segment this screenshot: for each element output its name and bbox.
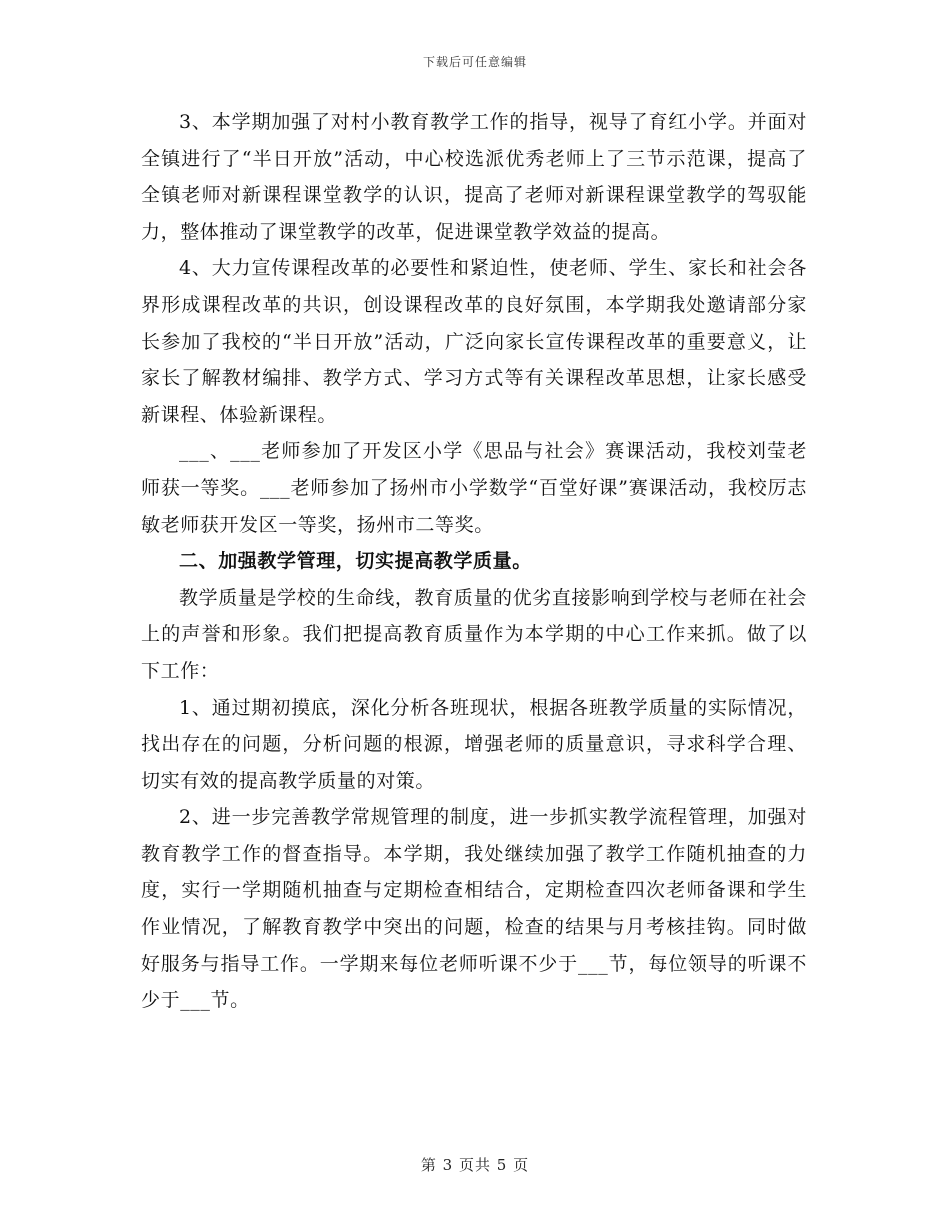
paragraph-item-2: 2、进一步完善教学常规管理的制度，进一步抓实教学流程管理，加强对教育教学工作的督查指导。本学期，我处继续加强了教学工作随机抽查的力度，实行一学期随机抽查与定期检查相结合，定期检查四次老师备课和学生作业情况，了解教育教学中突出的问题，检查的结果与月考核挂钩。同时做好服务与指导工作。一学期来每位老师听课不少于___节，每位领导的听课不少于___节。 bbox=[141, 806, 807, 1012]
page-header: 下载后可任意编辑 bbox=[422, 55, 527, 69]
page-footer: 第 3 页共 5 页 bbox=[420, 1156, 530, 1174]
paragraph-intro: 教学质量是学校的生命线，教育质量的优劣直接影响到学校与老师在社会上的声誉和形象。我们把提高教育质量作为本学期的中心工作来抓。做了以下工作： bbox=[141, 586, 807, 682]
paragraph-item-3: 3、本学期加强了对村小教育教学工作的指导，视导了育红小学。并面对全镇进行了“半日开放”活动，中心校选派优秀老师上了三节示范课，提高了全镇老师对新课程课堂教学的认识，提高了老师对新课程课堂教学的驾驭能力，整体推动了课堂教学的改革，促进课堂教学效益的提高。 bbox=[141, 111, 807, 243]
section-heading: 二、加强教学管理，切实提高教学质量。 bbox=[179, 550, 532, 573]
paragraph-item-4: 4、大力宣传课程改革的必要性和紧迫性，使老师、学生、家长和社会各界形成课程改革的共识，创设课程改革的良好氛围，本学期我处邀请部分家长参加了我校的“半日开放”活动，广泛向家长宣传课程改革的重要意义，让家长了解教材编排、教学方式、学习方式等有关课程改革思想，让家长感受新课程、体验新课程。 bbox=[141, 257, 807, 426]
document-body bbox=[141, 104, 807, 1019]
paragraph-item-1: 1、通过期初摸底，深化分析各班现状，根据各班教学质量的实际情况，找出存在的问题，分析问题的根源，增强老师的质量意识，寻求科学合理、切实有效的提高教学质量的对策。 bbox=[141, 696, 807, 792]
paragraph-award: ___、___老师参加了开发区小学《思品与社会》赛课活动，我校刘莹老师获一等奖。___老师参加了扬州市小学数学“百堂好课”赛课活动，我校厉志敏老师获开发区一等奖，扬州市二等奖。 bbox=[141, 440, 807, 536]
